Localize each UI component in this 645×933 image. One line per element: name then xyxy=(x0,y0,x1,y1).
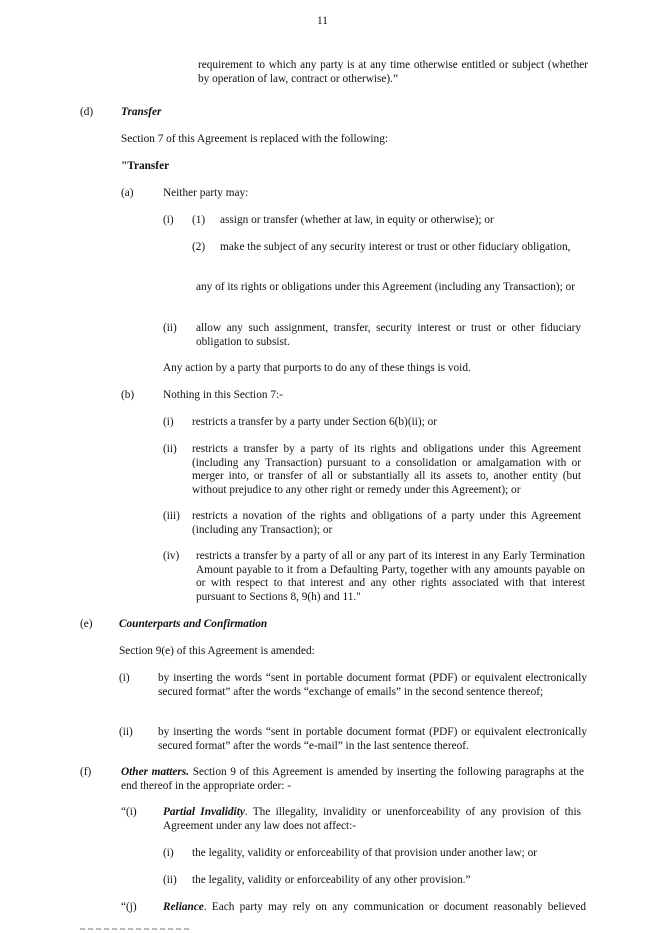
clause-d-a-ii-text: allow any such assignment, transfer, security interest or trust or other fiduciary obligation to subsist. xyxy=(196,322,581,348)
clause-d-a-2-text: make the subject of any security interest or trust or other fiduciary obligation, xyxy=(220,241,571,253)
clause-d-b-item-label: (ii) xyxy=(163,443,177,455)
clause-d-a-void: Any action by a party that purports to do any of these things is void. xyxy=(163,362,471,374)
footer-reference-mark xyxy=(80,928,190,930)
clause-f-i-item-text: the legality, validity or enforceability of that provision under another law; or xyxy=(192,847,537,859)
clause-f-label: (f) xyxy=(80,766,92,778)
clause-f-i-paragraph xyxy=(163,806,581,833)
clause-d-heading: Transfer xyxy=(121,106,162,118)
clause-f-i-label: “(i) xyxy=(121,806,137,818)
clause-e-item-label: (i) xyxy=(119,672,130,684)
clause-e-item-text: by inserting the words “sent in portable document format (PDF) or equivalent electronically secured format” after the words “e-mail” in the last sentence thereof. xyxy=(158,726,587,752)
clause-d-a-tail: any of its rights or obligations under this Agreement (including any Transaction); or xyxy=(196,281,576,293)
clause-d-b-text: Nothing in this Section 7:- xyxy=(163,389,283,401)
clause-d-subheading: "Transfer xyxy=(121,160,170,172)
clause-f-j-title: Reliance xyxy=(163,901,204,913)
clause-d-a-i-label: (i) xyxy=(163,214,174,226)
clause-f-paragraph xyxy=(121,766,584,793)
clause-d-intro: Section 7 of this Agreement is replaced with the following: xyxy=(121,133,388,145)
clause-f-text: Section 9 of this Agreement is amended by inserting the following paragraphs at the end thereof in the appropriate order: - xyxy=(121,766,584,792)
clause-d-b-label: (b) xyxy=(121,389,135,401)
clause-d-b-item-label: (i) xyxy=(163,416,174,428)
clause-d-label: (d) xyxy=(80,106,94,118)
clause-f-i-item-label: (i) xyxy=(163,847,174,859)
clause-f-i-title: Partial Invalidity xyxy=(163,806,245,818)
continued-paragraph: requirement to which any party is at any time otherwise entitled or subject (whether by operation of law, contract or otherwise).” xyxy=(198,59,588,85)
clause-e-intro: Section 9(e) of this Agreement is amended: xyxy=(119,645,315,657)
clause-e-label: (e) xyxy=(80,618,93,630)
clause-f-i-item-text: the legality, validity or enforceability of any other provision.” xyxy=(192,874,471,886)
clause-d-b-item-text: restricts a transfer by a party of its rights and obligations under this Agreement (including any Transaction) pursuant to a consolidation or amalgamation with or merger into, or transfer of all or substantially all its assets to, another entity (but without prejudice to any other right or remedy under this Agreement); or xyxy=(192,443,581,496)
clause-d-a-label: (a) xyxy=(121,187,134,199)
clause-f-j-text: . Each party may rely on any communication or document reasonably believed xyxy=(203,901,586,913)
clause-d-b-item-text: restricts a transfer by a party under Section 6(b)(ii); or xyxy=(192,416,437,428)
clause-d-b-item-label: (iv) xyxy=(163,550,180,562)
page-number: 11 xyxy=(317,15,328,27)
clause-f-i-item-label: (ii) xyxy=(163,874,177,886)
clause-d-b-item-label: (iii) xyxy=(163,510,180,522)
clause-f-heading: Other matters. xyxy=(121,766,190,778)
clause-d-a-ii-label: (ii) xyxy=(163,322,177,334)
clause-d-a-text: Neither party may: xyxy=(163,187,249,199)
clause-e-heading: Counterparts and Confirmation xyxy=(119,618,268,630)
clause-d-a-1-text: assign or transfer (whether at law, in equity or otherwise); or xyxy=(220,214,494,226)
clause-f-j-paragraph xyxy=(163,901,586,915)
clause-f-i-text: . The illegality, invalidity or unenforceability of any provision of this Agreement under any law does not affect:- xyxy=(163,806,581,832)
clause-d-a-1-label: (1) xyxy=(192,214,206,226)
clause-d-b-item-text: restricts a novation of the rights and obligations of a party under this Agreement (including any Transaction); or xyxy=(192,510,581,536)
clause-f-j-label: “(j) xyxy=(121,901,137,913)
clause-d-a-2-label: (2) xyxy=(192,241,206,253)
clause-e-item-label: (ii) xyxy=(119,726,133,738)
clause-d-b-item-text: restricts a transfer by a party of all or any part of its interest in any Early Termination Amount payable to it from a Defaulting Party, together with any amounts payable on or with respect to that interest and any other rights associated with that interest pursuant to Sections 8, 9(h) and 11." xyxy=(196,550,585,603)
clause-e-item-text: by inserting the words “sent in portable document format (PDF) or equivalent electronically secured format” after the words “exchange of emails” in the second sentence thereof; xyxy=(158,672,587,698)
